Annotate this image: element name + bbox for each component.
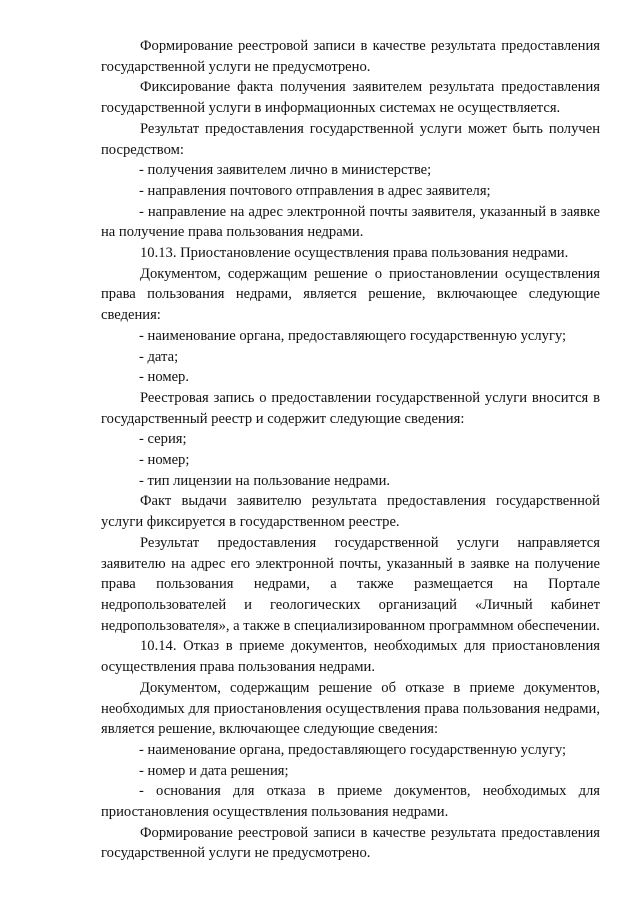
list-item: - направление на адрес электронной почты заявителя, указанный в заявке на получение права пользования недрами. [101,203,600,241]
list-item: - получения заявителем лично в министерстве; [139,162,432,179]
paragraph: Формирование реестровой записи в качестве результата предоставления государственной услуги не предусмотрено. [101,38,600,75]
list-item: - номер. [139,369,189,386]
list-item: - дата; [139,348,179,365]
paragraph: Факт выдачи заявителю результата предоставления государственной услуги фиксируется в государственном реестре. [101,493,600,531]
paragraph: Реестровая запись о предоставлении государственной услуги вносится в государственный реестр и содержит следующие сведения: [101,389,600,427]
paragraph: Документом, содержащим решение об отказе в приеме документов, необходимых для приостановления осуществления права пользования недрами, является решение, включающее следующие сведения: [101,679,600,738]
list-item: - наименование органа, предоставляющего государственную услугу; [139,741,567,758]
list-item: - номер и дата решения; [139,762,289,779]
paragraph: Фиксирование факта получения заявителем результата предоставления государственной услуги в информационных системах не осуществляется. [101,79,600,117]
paragraph: Формирование реестровой записи в качестве результата предоставления государственной услуги не предусмотрено. [101,824,600,862]
paragraph: Результат предоставления государственной услуги может быть получен посредством: [101,120,600,158]
section-heading: 10.13. Приостановление осуществления права пользования недрами. [140,245,569,262]
list-item: - номер; [139,452,190,469]
paragraph: Документом, содержащим решение о приостановлении осуществления права пользования недрами, является решение, включающее следующие сведения: [101,265,600,324]
document-page [101,36,600,864]
list-item: - тип лицензии на пользование недрами. [139,472,391,489]
section-heading: 10.14. Отказ в приеме документов, необходимых для приостановления осуществления права пользования недрами. [101,638,600,676]
list-item: - серия; [139,431,187,448]
list-item: - основания для отказа в приеме документов, необходимых для приостановления осуществления пользования недрами. [101,783,600,821]
paragraph: Результат предоставления государственной услуги направляется заявителю на адрес его электронной почты, указанный в заявке на получение права пользования недрами, а также размещается на Портале недропользователей и геологических организаций «Личный кабинет недропользователя», а также в специализированном программном обеспечении. [101,534,600,634]
list-item: - направления почтового отправления в адрес заявителя; [139,182,491,199]
list-item: - наименование органа, предоставляющего государственную услугу; [139,327,567,344]
